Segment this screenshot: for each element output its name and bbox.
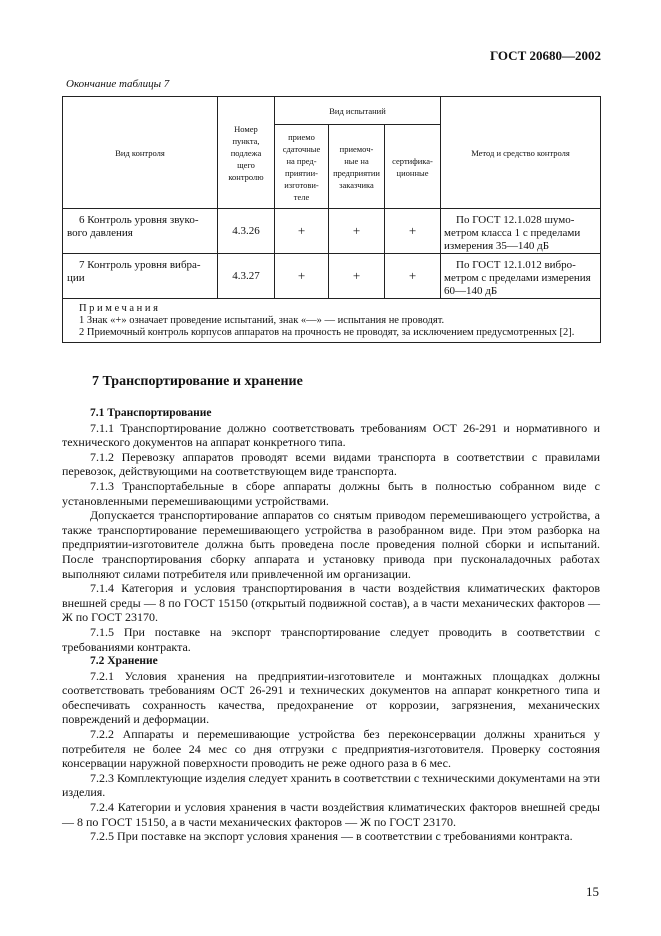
- header-sertifikacionnye: сертифика- ционные: [385, 125, 441, 209]
- table-row: [63, 254, 601, 299]
- paragraph-7-1-3: 7.1.3 Транспортабельные в сборе аппараты должны быть в полностью собранном виде с установленными перемешивающими устройствами.: [62, 478, 600, 508]
- header-vid-kontrolya: Вид контроля: [63, 97, 218, 209]
- standard-code: ГОСТ 20680—2002: [489, 48, 601, 63]
- notes-row: [63, 299, 601, 343]
- row-punkt: 4.3.27: [218, 254, 275, 299]
- header-priemochnye: приемоч- ные на предприятии заказчика: [329, 125, 385, 209]
- header-metod: Метод и средство контроля: [441, 97, 601, 209]
- row-sign-ps: +: [275, 254, 329, 299]
- paragraph-7-1-2: 7.1.2 Перевозку аппаратов проводят всеми видами транспорта в соответствии с правилами перевозок, действующими на соответствующем виде транспорта.: [62, 449, 600, 479]
- paragraph-7-1-1: 7.1.1 Транспортирование должно соответствовать требованиям ОСТ 26-291 и нормативного и технического документов на аппарат конкретного типа.: [62, 420, 600, 450]
- table-notes: [63, 299, 601, 343]
- row-sign-pr: +: [329, 254, 385, 299]
- subsection-title-transport: 7.1 Транспортирование: [90, 407, 212, 419]
- notes-title: Примечания: [79, 303, 161, 314]
- paragraph-7-2-5: 7.2.5 При поставке на экспорт условия хранения — в соответствии с требованиями контракта.: [90, 829, 573, 844]
- header-nomer-punkta: Номер пункта, подлежа щего контролю: [218, 97, 275, 209]
- row-vid-kontrolya: 7 Контроль уровня вибра- ции: [63, 254, 218, 299]
- table-7: [62, 96, 601, 343]
- paragraph-7-2-4: 7.2.4 Категории и условия хранения в части воздействия климатических факторов внешней среды — 8 по ГОСТ 15150, а в части механических факторов — Ж по ГОСТ 23170.: [62, 800, 600, 829]
- page-number: 15: [586, 884, 599, 899]
- table-row: [63, 209, 601, 254]
- row-metod: По ГОСТ 12.1.028 шумо- метром класса 1 с пределами измерения 35—140 дБ: [441, 209, 601, 254]
- section-title: 7 Транспортирование и хранение: [92, 374, 303, 389]
- row-sign-pr: +: [329, 209, 385, 254]
- paragraph-7-1-4: 7.1.4 Категория и условия транспортирования в части воздействия климатических факторов внешней среды — 8 по ГОСТ 15150 (открытый подвижной состав), а в части механических факторов — Ж по ГОСТ 23170.: [62, 581, 600, 625]
- section-body: [62, 406, 600, 844]
- row-sign-sert: +: [385, 254, 441, 299]
- paragraph-7-2-3: 7.2.3 Комплектующие изделия следует хранить в соответствии с техническими документами на эти изделия.: [62, 770, 600, 800]
- note-1: 1 Знак «+» означает проведение испытаний, знак «—» — испытания не проводят.: [79, 315, 445, 326]
- paragraph-7-1-5: 7.1.5 При поставке на экспорт транспортирование следует проводить в соответствии с требованиями контракта.: [62, 624, 600, 654]
- row-sign-sert: +: [385, 209, 441, 254]
- paragraph-7-2-1: 7.2.1 Условия хранения на предприятии-изготовителе и монтажных площадках должны соответствовать требованиям ОСТ 26-291 и технических документов на аппарат конкретного типа и обеспечивать сохранность качества, предохранение от коррозии, загрязнения, механических повреждений и деформации.: [62, 668, 600, 727]
- header-priemo-sdatochnye: приемо сдаточные на пред- приятии- изготови- теле: [275, 125, 329, 209]
- table-continuation-caption: Окончание таблицы 7: [66, 78, 170, 90]
- row-metod: По ГОСТ 12.1.012 вибро- метром с пределами измерения 60—140 дБ: [441, 254, 601, 299]
- note-2: 2 Приемочный контроль корпусов аппаратов на прочность не проводят, за исключением предусмотренных [2].: [79, 327, 575, 338]
- row-vid-kontrolya: 6 Контроль уровня звуко- вого давления: [63, 209, 218, 254]
- paragraph-7-1-3-cont: Допускается транспортирование аппаратов со снятым приводом перемешивающего устройства, а также транспортирование перемешивающего устройства в разобранном виде. При этом разборка на предприятии-изготовителе должна быть проведена после проведения полной сборки и испытаний. После транспортирования сборку аппарата и установку привода при пусконаладочных работах выполняют силами потребителя или привлеченной им организации.: [62, 508, 600, 581]
- header-vid-ispytaniy: Вид испытаний: [275, 97, 441, 125]
- paragraph-7-2-2: 7.2.2 Аппараты и перемешивающие устройства без переконсервации должны храниться у потребителя не более 24 мес со дня отгрузки с предприятия-изготовителя. Проверку состояния консервации наружной поверхности проводить не реже одного раза в 6 мес.: [62, 727, 600, 771]
- subsection-title-storage: 7.2 Хранение: [90, 655, 158, 668]
- row-sign-ps: +: [275, 209, 329, 254]
- row-punkt: 4.3.26: [218, 209, 275, 254]
